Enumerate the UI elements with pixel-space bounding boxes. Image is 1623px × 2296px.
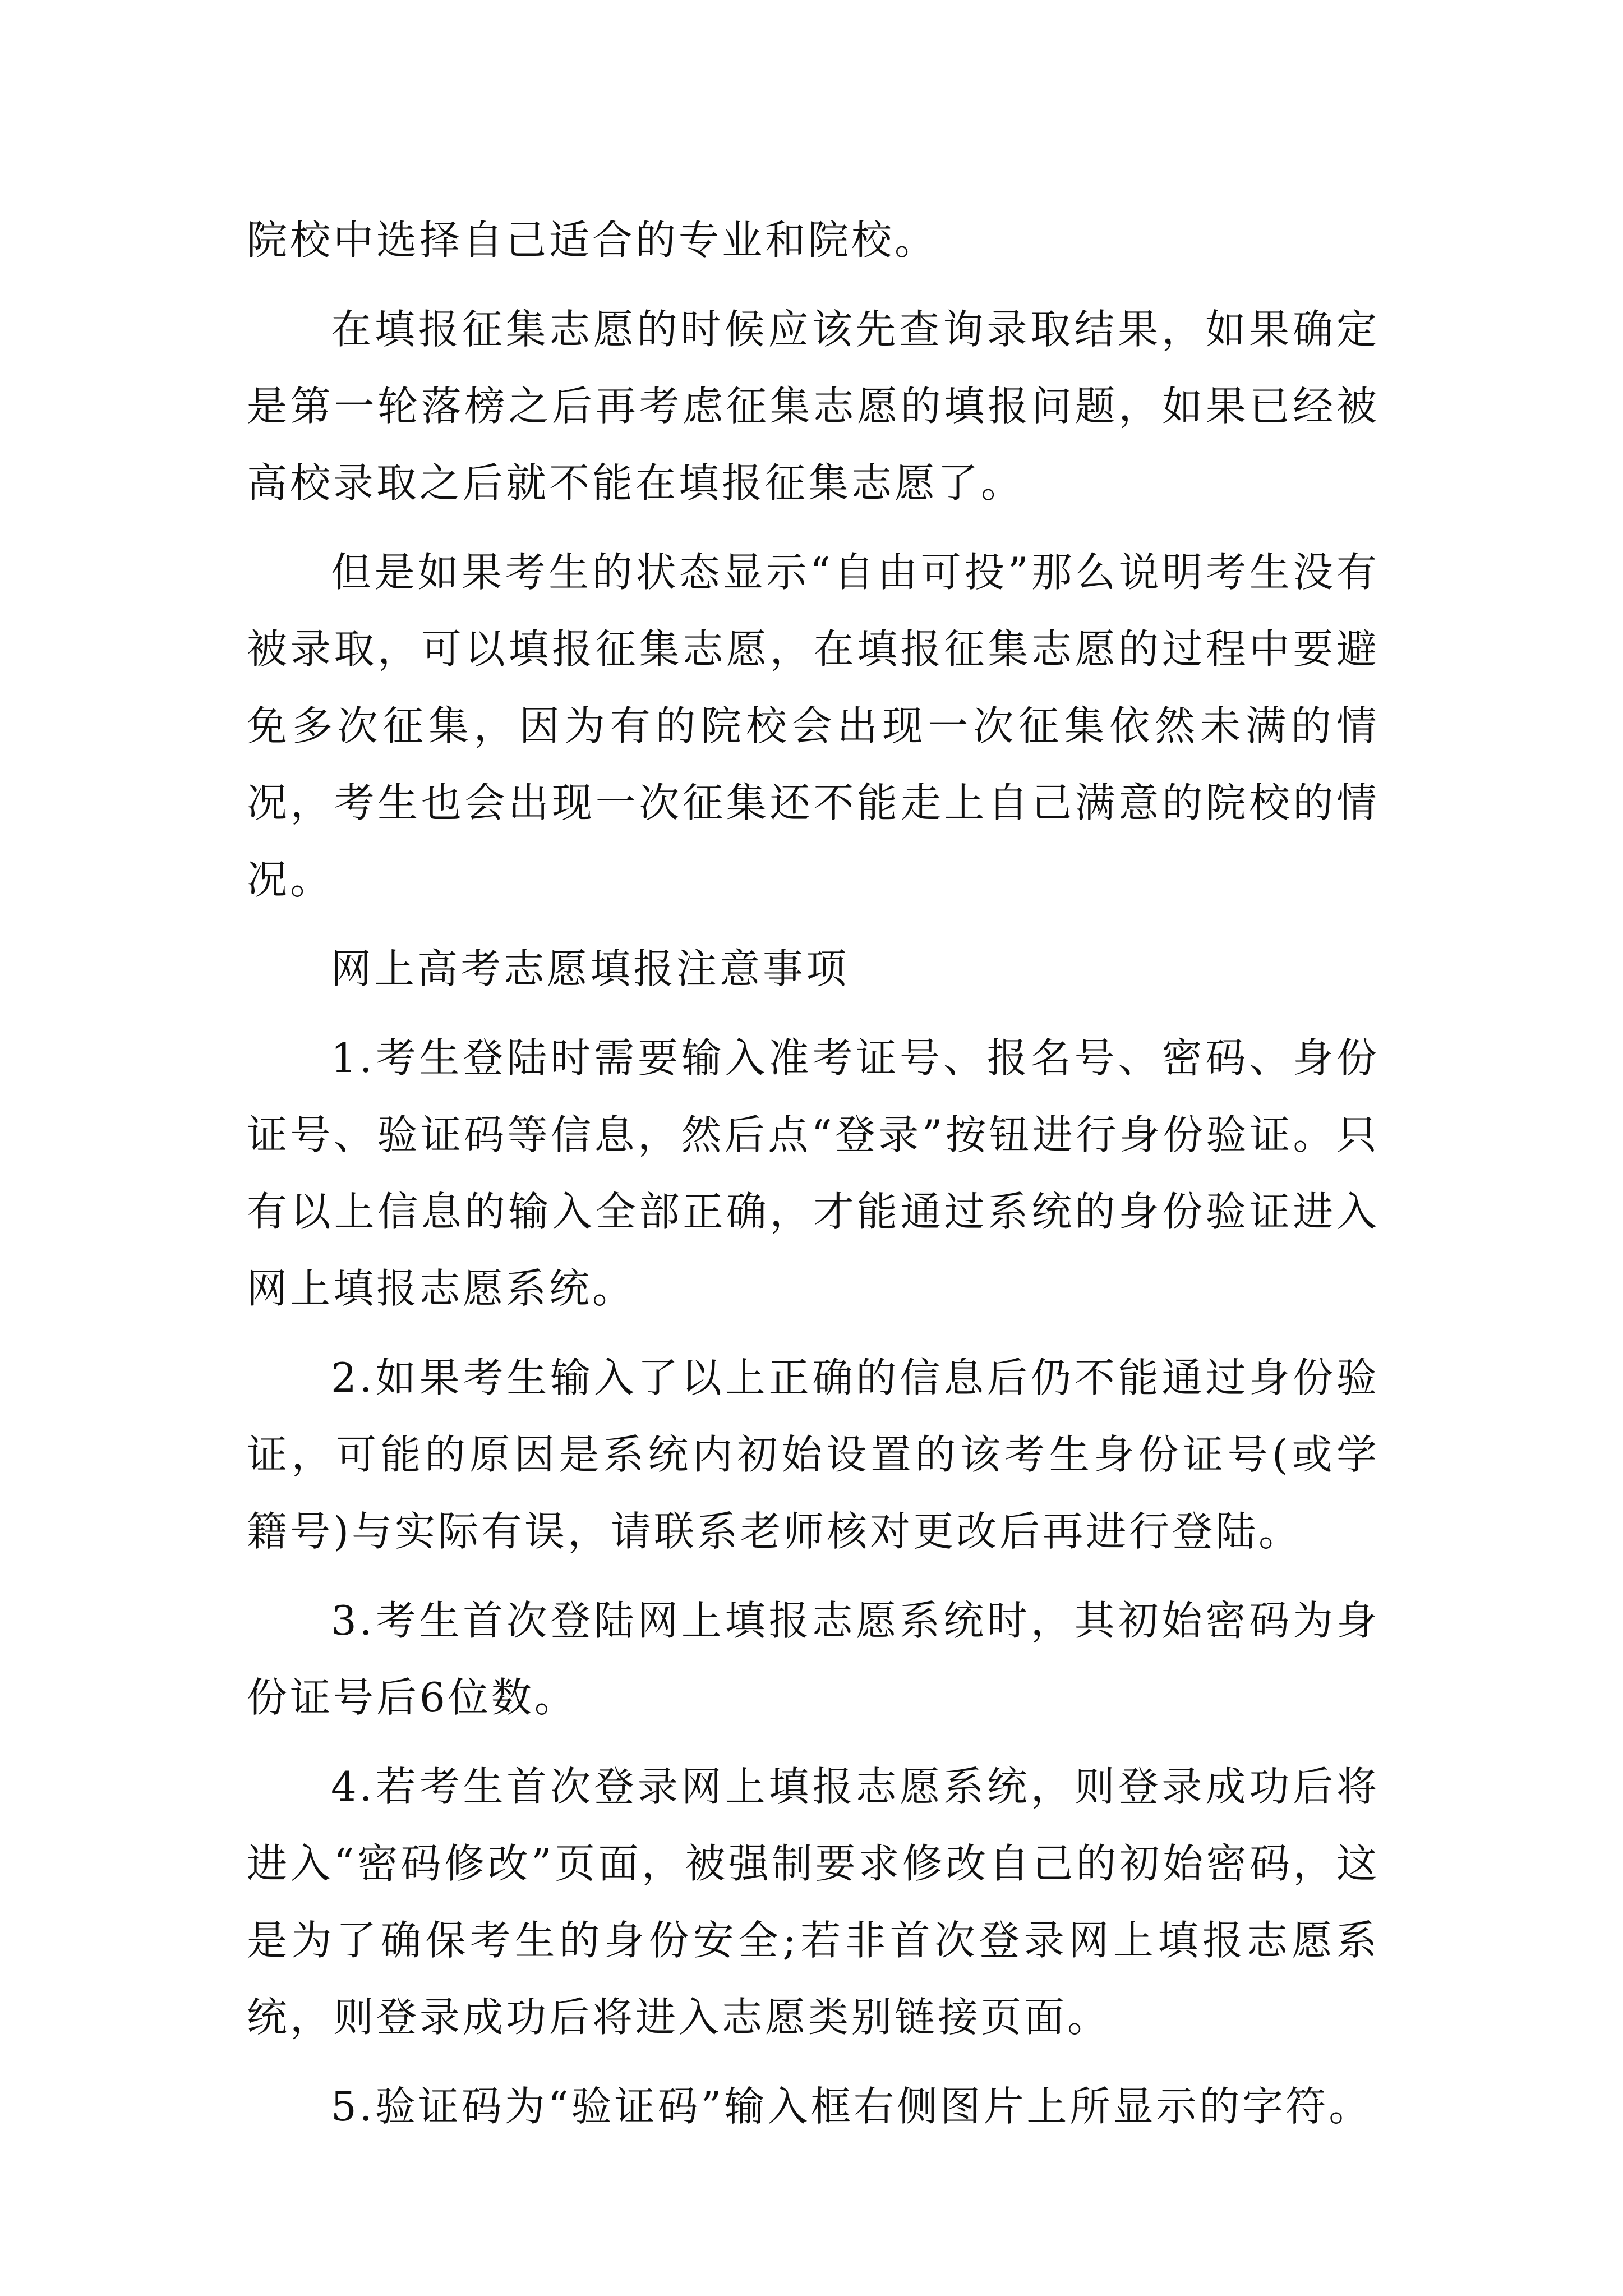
paragraph-free-status: 但是如果考生的状态显示“自由可投”那么说明考生没有被录取，可以填报征集志愿，在填报征集志愿的过程中要避免多次征集，因为有的院校会出现一次征集依然未满的情况，考生也会出现一次征集还不能走上自己满意的院校的情况。 xyxy=(247,549,1380,903)
paragraph-query-results: 在填报征集志愿的时候应该先查询录取结果，如果确定是第一轮落榜之后再考虑征集志愿的填报问题，如果已经被高校录取之后就不能在填报征集志愿了。 xyxy=(247,306,1380,507)
document-body xyxy=(247,202,1380,2157)
list-item-4: 4.若考生首次登录网上填报志愿系统，则登录成功后将进入“密码修改”页面，被强制要求修改自己的初始密码，这是为了确保考生的身份安全;若非首次登录网上填报志愿系统，则登录成功后将进入志愿类别链接页面。 xyxy=(247,1763,1380,2041)
list-item-5: 5.验证码为“验证码”输入框右侧图片上所显示的字符。 xyxy=(331,2083,1372,2130)
list-item-1: 1.考生登陆时需要输入准考证号、报名号、密码、身份证号、验证码等信息，然后点“登录”按钮进行身份验证。只有以上信息的输入全部正确，才能通过系统的身份验证进入网上填报志愿系统。 xyxy=(247,1034,1380,1312)
paragraph-continuation: 院校中选择自己适合的专业和院校。 xyxy=(247,217,938,264)
section-heading: 网上高考志愿填报注意事项 xyxy=(331,945,850,992)
list-item-3: 3.考生首次登陆网上填报志愿系统时，其初始密码为身份证号后6位数。 xyxy=(247,1597,1380,1721)
list-item-2: 2.如果考生输入了以上正确的信息后仍不能通过身份验证，可能的原因是系统内初始设置的该考生身份证号(或学籍号)与实际有误，请联系老师核对更改后再进行登陆。 xyxy=(247,1354,1380,1555)
